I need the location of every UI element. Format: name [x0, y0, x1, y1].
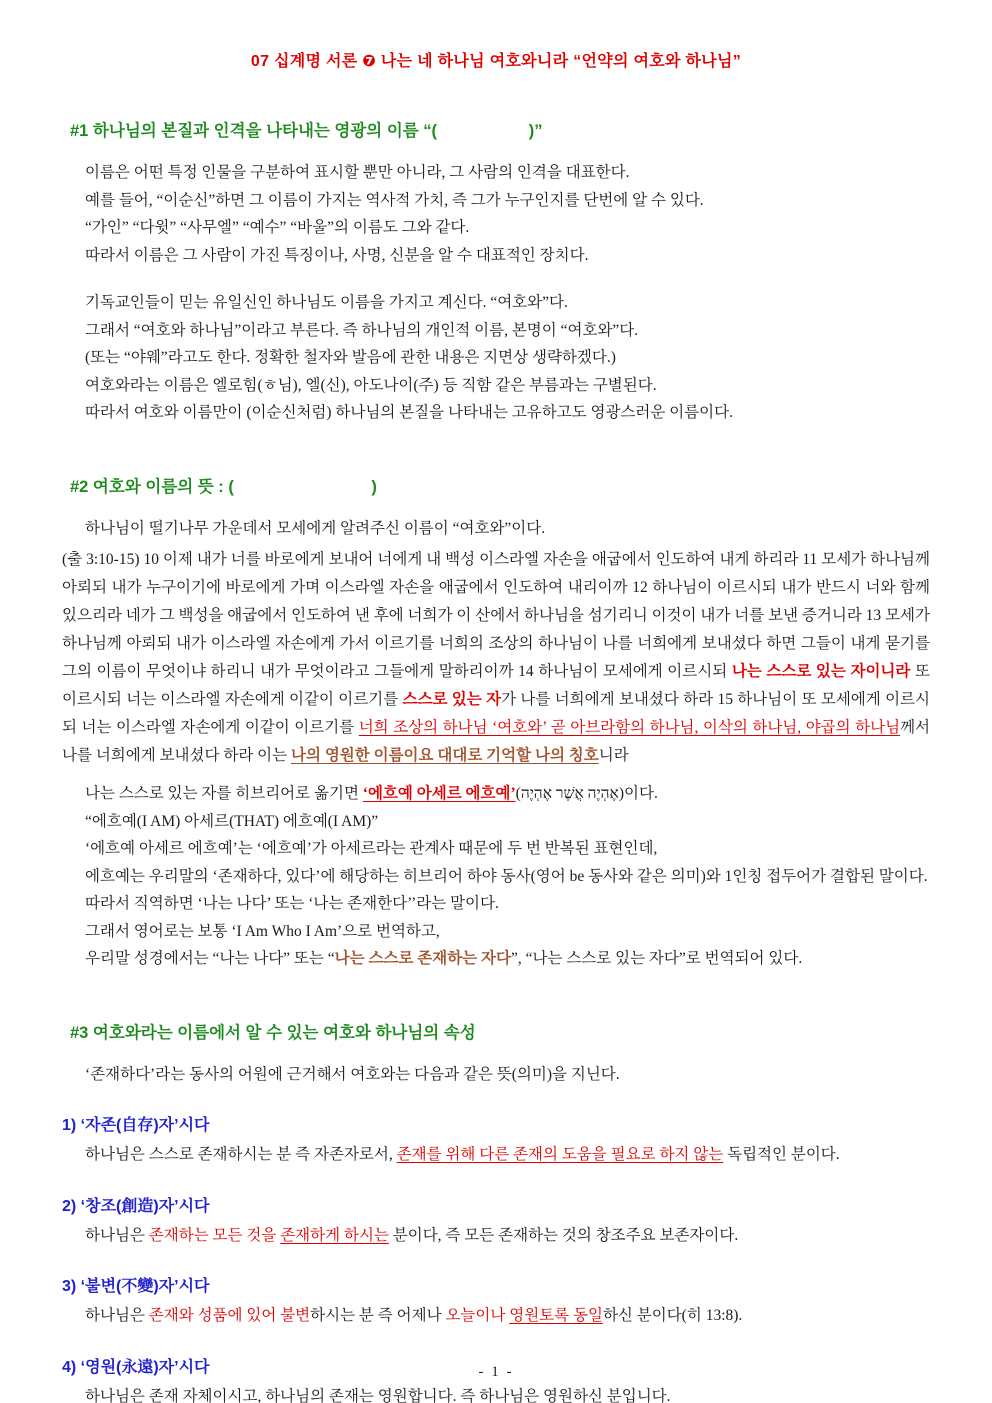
- body-line: [62, 1222, 930, 1250]
- text-segment: 나는 스스로 있는 자를 히브리어로 옮기면: [85, 785, 363, 802]
- text-segment: 그래서 “여호와 하나님”이라고 부른다. 즉 하나님의 개인적 이름, 본명이 “여호와”다.: [85, 321, 639, 339]
- text-segment: 에흐예는 우리말의 ‘존재하다, 있다’에 해당하는 히브리어 하야 동사(영어 be 동사와 같은 의미)와 1인칭 접두어가 결합된 말이다.: [85, 867, 928, 885]
- highlight-segment: 영원토록 동일: [509, 1307, 603, 1324]
- body-line: [62, 399, 930, 427]
- text-segment: 하나님은: [85, 1307, 149, 1324]
- section-3-intro: [62, 1061, 930, 1089]
- attribute-4-heading: 4) ‘영원(永遠)자’시다: [62, 1358, 210, 1376]
- text-segment: 이름은 어떤 특정 인물을 구분하여 표시할 뿐만 아니라, 그 사람의 인격을 대표한다.: [85, 164, 630, 181]
- highlight-segment: 나는 스스로 존재하는 자다: [334, 950, 511, 967]
- text-segment: 우리말 성경에서는 “나는 나다” 또는 “: [85, 950, 335, 967]
- highlight-segment: 존재를 위해 다른 존재의 도움을 필요로 하지 않는: [396, 1146, 724, 1163]
- text-segment: 기독교인들이 믿는 유일신인 하나님도 이름을 가지고 계신다. “여호와”다.: [85, 294, 568, 311]
- body-line: [62, 1302, 930, 1330]
- body-line: [62, 317, 930, 345]
- section-1-paragraph-1: [62, 159, 930, 269]
- section-2-intro: [62, 515, 930, 543]
- body-line: [62, 1383, 930, 1403]
- text-segment: 분이다, 즉 모든 존재하는 것의 창조주요 보존자이다.: [388, 1226, 739, 1244]
- body-line: [62, 289, 930, 317]
- text-segment: 가 나를 너희에게 보내셨다 하라 15 하나님이 또 모세에게 이르시되 너는 이스라엘 자손에게 이같이 이르기를: [62, 691, 931, 736]
- highlight-segment: 너희 조상의 하나님 ‘여호와’ 곧 아브라함의 하나님, 이삭의 하나님, 야곱의 하나님: [358, 719, 901, 736]
- text-segment: 따라서 여호와 이름만이 (이순신처럼) 하나님의 본질을 나타내는 고유하고도 영광스러운 이름이다.: [85, 404, 733, 421]
- text-segment: 따라서 직역하면 ‘나는 나다’ 또는 ‘나는 존재한다’’라는 말이다.: [85, 895, 499, 912]
- body-line: [62, 515, 930, 543]
- text-segment: ‘존재하다’라는 동사의 어원에 근거해서 여호와는 다음과 같은 뜻(의미)을 지닌다.: [85, 1065, 620, 1083]
- attribute-2-heading: 2) ‘창조(創造)자’시다: [62, 1197, 210, 1215]
- text-segment: “에흐예(I AM) 아세르(THAT) 에흐예(I AM)”: [85, 812, 379, 830]
- body-line: [62, 780, 930, 808]
- highlight-segment: 존재하는 모든 것을: [148, 1226, 281, 1244]
- body-line: [62, 808, 930, 836]
- body-line: [62, 945, 930, 973]
- text-segment: 그래서 영어로는 보통 ‘I Am Who I Am’으로 번역하고,: [85, 922, 440, 940]
- attribute-4-body: [62, 1383, 930, 1403]
- body-line: [62, 187, 930, 215]
- body-line: [62, 372, 930, 400]
- text-segment: 예를 들어, “이순신”하면 그 이름이 가지는 역사적 가치, 즉 그가 누구인지를 단번에 알 수 있다.: [85, 191, 704, 209]
- text-segment: 하나님은 스스로 존재하시는 분 즉 자존자로서,: [85, 1146, 397, 1163]
- highlight-segment: ‘에흐예 아세르 에흐예’: [362, 785, 516, 802]
- text-segment: 하시는 분 즉 어제나: [310, 1307, 446, 1324]
- section-3-heading: #3 여호와라는 이름에서 알 수 있는 여호와 하나님의 속성: [70, 1023, 476, 1042]
- document-body: [62, 117, 930, 1403]
- text-segment: 니라: [598, 747, 629, 764]
- document-title: 07 십계명 서론 ❼ 나는 네 하나님 여호와니라 “언약의 여호와 하나님”: [250, 53, 742, 70]
- text-segment: ”, “나는 스스로 있는 자다”로 번역되어 있다.: [510, 950, 803, 967]
- text-segment: (또는 “야웨”라고도 한다. 정확한 철자와 발음에 관한 내용은 지면상 생략하겠다.): [85, 349, 616, 366]
- text-segment: 또 이르시되 너는 이스라엘 자손에게 이같이 이르기를: [62, 663, 930, 708]
- body-line: [62, 918, 930, 946]
- text-segment: 하나님이 떨기나무 가운데서 모세에게 알려주신 이름이 “여호와”이다.: [85, 519, 546, 537]
- attribute-3-body: [62, 1302, 930, 1330]
- attribute-1-heading: 1) ‘자존(自存)자’시다: [62, 1117, 210, 1134]
- attribute-1-body: [62, 1141, 930, 1169]
- section-2-heading: #2 여호와 이름의 뜻 : ( ): [70, 477, 377, 496]
- body-line: [62, 1061, 930, 1089]
- highlight-segment: 나는 스스로 있는 자이니라: [731, 663, 911, 680]
- text-segment: (אֶהְיֶה אֲשֶׁר אֶהְיֶה)이다.: [515, 785, 658, 802]
- text-segment: 독립적인 분이다.: [723, 1146, 840, 1163]
- body-line: [62, 890, 930, 918]
- text-segment: 따라서 이름은 그 사람이 가진 특징이나, 사명, 신분을 알 수 대표적인 장치다.: [85, 246, 589, 264]
- section-1-heading: #1 하나님의 본질과 인격을 나타내는 영광의 이름 “( )”: [70, 122, 543, 140]
- text-segment: 하나님은: [85, 1226, 149, 1244]
- text-segment: ‘에흐예 아세르 에흐예’는 ‘에흐예’가 아세르라는 관계사 때문에 두 번 반복된 표현인데,: [85, 840, 658, 857]
- text-segment: 께서 나를 너희에게 보내셨다 하라 이는: [62, 719, 931, 764]
- scripture-exodus-3-10-15: [62, 546, 930, 770]
- page-number: - 1 -: [478, 1364, 514, 1380]
- highlight-segment: 오늘이나: [445, 1307, 506, 1324]
- section-2-ehyeh-paragraph: [62, 780, 930, 973]
- text-segment: (출 3:10-15) 10 이제 내가 너를 바로에게 보내어 너에게 내 백성 이스라엘 자손을 애굽에서 인도하여 내게 하리라 11 모세가 하나님께 아뢰되 내가 누구이기에 바로에게 가며 이스라엘 자손을 애굽에서 인도하여 내리이까 12 하나님이 이르시되 내가 반드시 너와 함께 있으리라 네가 그 백성을 애굽에서 인도하여 낸 후에 너희가 이 산에서 하나님을 섬기리니 이것이 내가 너를 보낸 증거니라 13 모세가 하나님께 아뢰되 내가 이스라엘 자손에게 가서 이르기를 너희의 조상의 하나님이 나를 너희에게 보내셨다 하면 그들이 내게 묻기를 그의 이름이 무엇이냐 하리니 내가 무엇이라고 그들에게 말하리이까 14 하나님이 모세에게 이르시되: [62, 551, 930, 680]
- text-segment: 하신 분이다(히 13:8).: [602, 1307, 743, 1324]
- attribute-2-body: [62, 1222, 930, 1250]
- highlight-segment: 스스로 있는 자: [402, 691, 502, 708]
- body-line: [62, 835, 930, 863]
- highlight-segment: 존재하게 하시는: [280, 1226, 389, 1244]
- body-line: [62, 1141, 930, 1169]
- highlight-segment: 나의 영원한 이름이요 대대로 기억할 나의 칭호: [291, 747, 599, 764]
- body-line: [62, 159, 930, 187]
- highlight-segment: 존재와 성품에 있어 불변: [148, 1307, 311, 1324]
- section-1-paragraph-2: [62, 289, 930, 427]
- body-line: [62, 344, 930, 372]
- text-segment: “가인” “다윗” “사무엘” “예수” “바울”의 이름도 그와 같다.: [85, 219, 470, 236]
- body-line: [62, 214, 930, 242]
- text-segment: 여호와라는 이름은 엘로힘(ㅎ님), 엘(신), 아도나이(주) 등 직함 같은 부름과는 구별된다.: [85, 376, 657, 394]
- body-line: [62, 863, 930, 891]
- attribute-3-heading: 3) ‘불변(不變)자’시다: [62, 1278, 210, 1295]
- text-segment: 하나님은 존재 자체이시고, 하나님의 존재는 영원합니다. 즉 하나님은 영원하신 분입니다.: [85, 1387, 671, 1403]
- body-line: [62, 242, 930, 270]
